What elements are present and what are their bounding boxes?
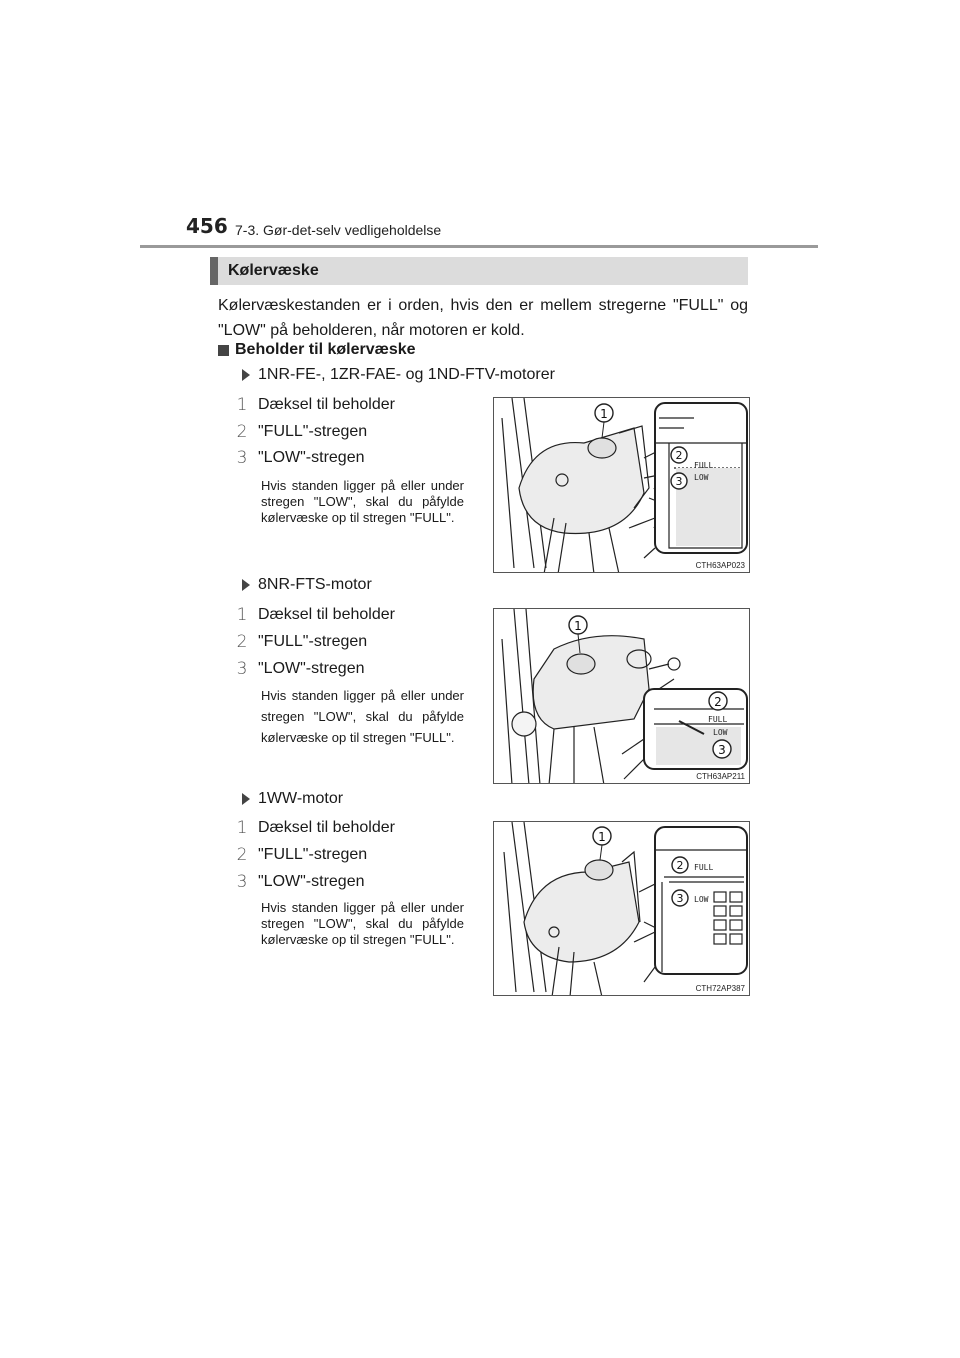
callout-label: "FULL"-stregen <box>258 633 368 650</box>
callout-item <box>236 448 365 468</box>
engine-title-3 <box>242 790 343 808</box>
figure-callout-number: 2 <box>714 695 722 709</box>
engine-name: 1WW-motor <box>258 790 344 807</box>
reservoir-illustration <box>494 398 750 573</box>
callout-label: "LOW"-stregen <box>258 660 365 677</box>
section-title: Kølervæske <box>228 262 319 279</box>
header-rule <box>140 245 818 248</box>
callout-label: Dæksel til beholder <box>258 396 395 413</box>
callout-number: 2 <box>236 632 248 652</box>
low-mark-label: LOW <box>694 473 709 482</box>
figure-code: CTH72AP387 <box>695 984 745 993</box>
callout-label: "LOW"-stregen <box>258 873 365 890</box>
subheading-text: Beholder til kølervæske <box>235 341 416 358</box>
intro-paragraph: Kølervæskestanden er i orden, hvis den er mellem stregerne "FULL" og "LOW" på beholderen, når motoren er kold. <box>218 297 748 339</box>
figure-callout-number: 1 <box>600 407 608 421</box>
callout-label: "FULL"-stregen <box>258 423 368 440</box>
engine-title-2 <box>242 576 372 594</box>
refill-note: Hvis standen ligger på eller under stregen "LOW", skal du påfylde kølervæske op til stregen "FULL". <box>261 900 464 947</box>
full-mark-label: FULL <box>694 863 714 872</box>
triangle-bullet-icon <box>242 793 250 805</box>
callout-number: 1 <box>236 818 248 838</box>
callout-item <box>236 845 367 865</box>
callout-number: 3 <box>236 872 248 892</box>
callout-label: "LOW"-stregen <box>258 449 365 466</box>
figure-callout-number: 2 <box>675 449 683 462</box>
reservoir-illustration <box>494 609 750 784</box>
low-mark-label: LOW <box>694 895 709 904</box>
callout-item <box>236 605 395 625</box>
engine-name: 8NR-FTS-motor <box>258 576 372 593</box>
callout-number: 3 <box>236 448 248 468</box>
callout-label: Dæksel til beholder <box>258 606 395 623</box>
low-mark-label: LOW <box>713 728 728 737</box>
figure-callout-number: 1 <box>574 619 582 633</box>
engine-name: 1NR-FE-, 1ZR-FAE- og 1ND-FTV-motorer <box>258 366 555 383</box>
figure-callout-number: 1 <box>598 830 606 844</box>
callout-item <box>236 818 395 838</box>
callout-number: 3 <box>236 659 248 679</box>
figure-reservoir-2 <box>493 608 750 784</box>
callout-item <box>236 659 365 679</box>
figure-reservoir-1 <box>493 397 750 573</box>
figure-code: CTH63AP023 <box>695 561 745 570</box>
figure-callout-number: 3 <box>676 892 684 905</box>
subheading <box>218 341 416 359</box>
engine-title-1 <box>242 366 555 384</box>
callout-number: 2 <box>236 422 248 442</box>
full-mark-label: FULL <box>694 461 714 470</box>
callout-item <box>236 395 395 415</box>
figure-code: CTH63AP211 <box>696 772 745 781</box>
callout-item <box>236 422 367 442</box>
reservoir-illustration <box>494 822 750 996</box>
triangle-bullet-icon <box>242 369 250 381</box>
full-mark-label: FULL <box>708 715 728 724</box>
triangle-bullet-icon <box>242 579 250 591</box>
callout-label: Dæksel til beholder <box>258 819 395 836</box>
page-number: 456 <box>186 214 228 238</box>
figure-callout-number: 3 <box>675 475 683 488</box>
chapter-title: 7-3. Gør-det-selv vedligeholdelse <box>235 222 442 238</box>
figure-reservoir-3 <box>493 821 750 996</box>
callout-number: 1 <box>236 395 248 415</box>
refill-note: Hvis standen ligger på eller under stregen "LOW", skal du påfylde kølervæske op til stregen "FULL". <box>261 688 464 745</box>
callout-number: 2 <box>236 845 248 865</box>
callout-number: 1 <box>236 605 248 625</box>
square-bullet-icon <box>218 345 229 356</box>
section-heading <box>210 257 748 285</box>
callout-item <box>236 872 365 892</box>
figure-callout-number: 2 <box>676 859 684 872</box>
callout-label: "FULL"-stregen <box>258 846 368 863</box>
refill-note: Hvis standen ligger på eller under stregen "LOW", skal du påfylde kølervæske op til stregen "FULL". <box>261 478 464 525</box>
callout-item <box>236 632 367 652</box>
figure-callout-number: 3 <box>718 743 726 757</box>
